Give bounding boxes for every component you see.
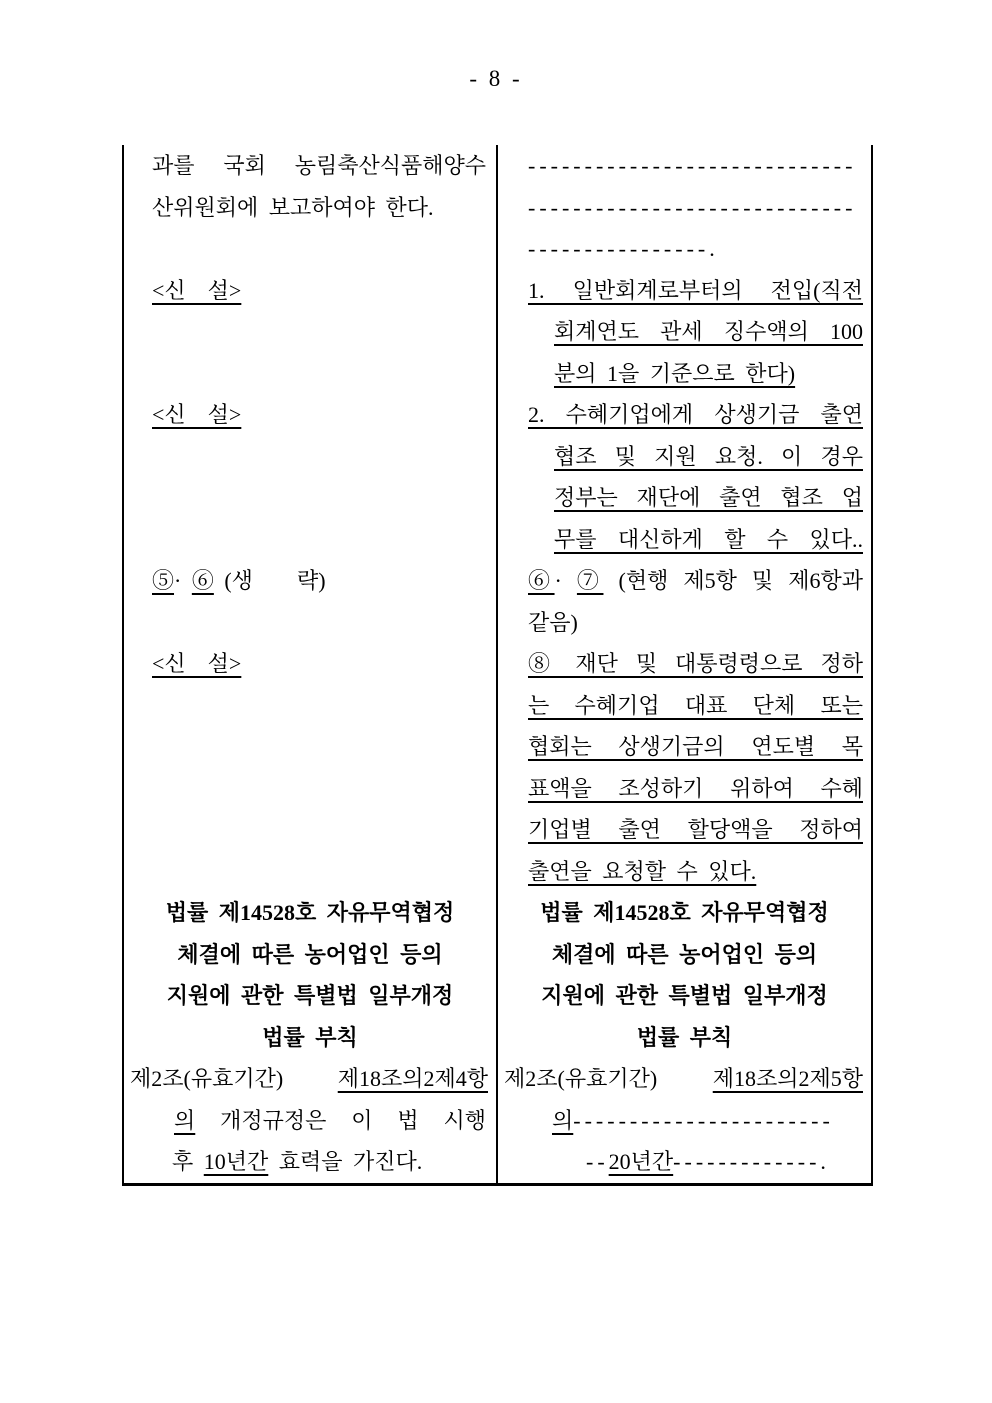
unchanged-marker-dashes: ----------------------- <box>573 1107 834 1133</box>
text-line <box>152 643 486 685</box>
text-line <box>502 1017 867 1059</box>
underlined-amendment-text: 출연을 요청할 수 있다. <box>528 858 757 884</box>
text-line <box>152 560 486 602</box>
unchanged-marker-dashes: ---------------- <box>528 236 710 262</box>
underlined-amendment-text: 는 수혜기업 대표 단체 또는 <box>528 692 863 718</box>
text-line <box>554 477 863 519</box>
underlined-amendment-text: ⑤ <box>152 568 175 594</box>
underlined-amendment-text: ⑧ 재단 및 대통령령으로 정하 <box>528 651 863 677</box>
text-line <box>502 892 867 934</box>
text-segment: 제2조(유효기간) <box>130 1066 284 1092</box>
underlined-amendment-text: <신 설> <box>152 402 242 428</box>
text-segment: 법률 부칙 <box>262 1024 358 1050</box>
underlined-amendment-text: 정부는 재단에 출연 협조 업 <box>554 485 863 511</box>
text-line <box>174 1100 486 1142</box>
underlined-amendment-text: ⑥ <box>191 568 214 594</box>
text-line <box>528 187 863 229</box>
text-line <box>586 1141 863 1183</box>
underlined-amendment-text: 회계연도 관세 징수액의 100 <box>554 319 863 345</box>
text-line <box>152 187 486 229</box>
underlined-amendment-text: 의 <box>552 1107 574 1133</box>
underlined-amendment-text: 20년간 <box>608 1149 674 1175</box>
text-line <box>554 519 863 561</box>
text-segment: 후 <box>172 1149 204 1175</box>
underlined-amendment-text: 기업별 출연 할당액을 정하여 <box>528 817 863 843</box>
text-segment: 제2조(유효기간) <box>504 1066 658 1092</box>
unchanged-marker-dashes: ------------- <box>673 1149 821 1175</box>
text-line <box>130 1058 488 1100</box>
text-line <box>554 353 863 395</box>
text-segment: 법률 부칙 <box>636 1024 733 1050</box>
text-segment: 체결에 따른 농어업인 등의 <box>551 941 818 967</box>
text-line <box>152 145 486 187</box>
text-segment: 법률 제14528호 자유무역협정 <box>540 900 829 926</box>
underlined-amendment-text: 의 <box>174 1107 196 1133</box>
text-line <box>528 851 863 893</box>
text-segment: 지원에 관한 특별법 일부개정 <box>541 983 828 1009</box>
text-line <box>554 436 863 478</box>
underlined-amendment-text: <신 설> <box>152 651 242 677</box>
underlined-amendment-text: 10년간 <box>203 1149 269 1175</box>
text-line <box>528 394 863 436</box>
law-comparison-table <box>122 145 873 1186</box>
text-line <box>502 975 867 1017</box>
text-segment: (생 략) <box>213 568 326 594</box>
text-line <box>528 685 863 727</box>
text-segment: . <box>820 1149 826 1175</box>
current-law-column <box>122 145 496 1183</box>
underlined-amendment-text: 제18조의2제4항 <box>337 1066 488 1092</box>
text-line <box>528 602 863 644</box>
underlined-amendment-text: 2. 수혜기업에게 상생기금 출연 <box>528 402 863 428</box>
amendment-column <box>496 145 873 1183</box>
text-line <box>172 1141 486 1183</box>
text-segment: 법률 제14528호 자유무역협정 <box>165 900 455 926</box>
underlined-amendment-text: 분의 1을 기준으로 한다) <box>554 360 796 386</box>
underlined-amendment-text: 제18조의2제5항 <box>712 1066 863 1092</box>
text-line <box>528 643 863 685</box>
text-line <box>554 311 863 353</box>
text-line <box>528 726 863 768</box>
unchanged-marker-dashes: ----------------------------- <box>528 194 857 220</box>
text-line <box>528 270 863 312</box>
text-segment: (현행 제5항 및 제6항과 <box>603 568 863 594</box>
text-segment: 효력을 가진다. <box>268 1149 423 1175</box>
page-number: - 8 - <box>469 66 523 91</box>
underlined-amendment-text: 협회는 상생기금의 연도별 목 <box>528 734 863 760</box>
text-segment: 과를 국회 농림축산식품해양수 <box>152 153 486 178</box>
text-line <box>128 892 492 934</box>
text-line <box>152 270 486 312</box>
text-line <box>502 934 867 976</box>
underlined-amendment-text: ⑦ <box>576 568 604 594</box>
underlined-amendment-text: 무를 대신하게 할 수 있다.. <box>554 526 863 552</box>
text-line <box>128 934 492 976</box>
unchanged-marker-dashes: ----------------------------- <box>528 153 857 178</box>
text-line <box>528 560 863 602</box>
text-segment: · <box>554 568 577 594</box>
underlined-amendment-text: <신 설> <box>152 277 242 303</box>
text-line <box>128 1017 492 1059</box>
underlined-amendment-text: 1. 일반회계로부터의 전입(직전 <box>528 277 863 303</box>
text-segment: . <box>709 236 715 262</box>
text-segment: 개정규정은 이 법 시행 <box>195 1107 486 1133</box>
text-line <box>528 228 863 270</box>
unchanged-marker-dashes: -- <box>586 1149 609 1175</box>
text-segment: 같음) <box>528 609 578 635</box>
text-line <box>504 1058 863 1100</box>
text-line <box>528 768 863 810</box>
underlined-amendment-text: ⑥ <box>528 568 555 594</box>
text-line <box>552 1100 863 1142</box>
text-segment: 체결에 따른 농어업인 등의 <box>177 941 443 967</box>
text-segment: 산위원회에 보고하여야 한다. <box>152 194 434 220</box>
text-line <box>528 809 863 851</box>
text-segment: · <box>174 568 192 594</box>
text-line <box>152 394 486 436</box>
underlined-amendment-text: 협조 및 지원 요청. 이 경우 <box>554 443 863 469</box>
text-line <box>528 145 863 187</box>
underlined-amendment-text: 표액을 조성하기 위하여 수혜 <box>528 775 863 801</box>
text-segment: 지원에 관한 특별법 일부개정 <box>166 983 454 1009</box>
text-line <box>128 975 492 1017</box>
